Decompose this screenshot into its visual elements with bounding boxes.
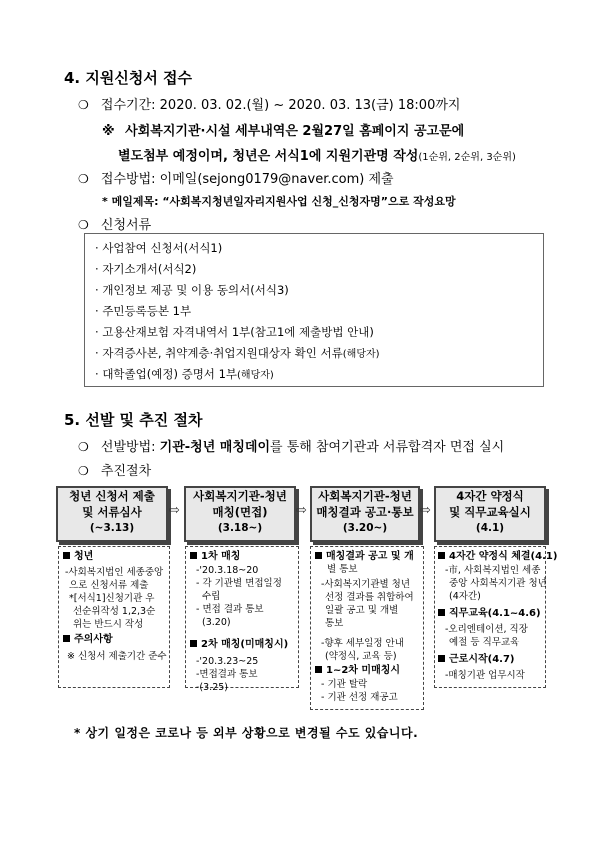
detail-line: (3.20) bbox=[202, 617, 231, 628]
arrow-right-icon: ⇨ bbox=[169, 503, 180, 518]
detail-line: (약정식, 교육 등) bbox=[325, 651, 397, 662]
detail-line: ※ 신청서 제출기간 준수 bbox=[67, 651, 167, 662]
document-item: · 개인정보 제공 및 이용 동의서(서식3) bbox=[95, 283, 289, 297]
process-row bbox=[78, 460, 151, 479]
detail-line: - 면접 결과 통보 bbox=[196, 604, 264, 615]
black-square-icon bbox=[63, 552, 70, 559]
mail-subject-note: * 메일제목: “사회복지청년일자리지원사업 신청_신청자명”으로 작성요망 bbox=[102, 195, 456, 208]
arrow-right-icon: ⇨ bbox=[420, 503, 431, 518]
detail-line: 수립 bbox=[202, 591, 221, 602]
section4-title: 4. 지원신청서 접수 bbox=[64, 69, 193, 87]
arrow-right-icon: ⇨ bbox=[296, 503, 307, 518]
selection-row bbox=[78, 436, 504, 455]
black-square-icon bbox=[438, 655, 445, 662]
detail-line: -'20.3.18~20 bbox=[196, 565, 259, 576]
hollow-circle-icon: ❍ bbox=[78, 172, 89, 186]
notice-text2: 별도첨부 예정이며, 청년은 서식1에 지원기관명 작성 bbox=[118, 149, 419, 164]
method-label: 접수방법: 이메일(sejong0179@naver.com) 제출 bbox=[100, 172, 394, 187]
detail-line: 일괄 공고 및 개별 bbox=[325, 605, 399, 616]
docs-label: 신청서류 bbox=[100, 218, 152, 233]
footnote: * 상기 일정은 코로나 등 외부 상황으로 변경될 수도 있습니다. bbox=[74, 726, 419, 740]
detail-line: - 기관 탈락 bbox=[321, 679, 368, 690]
detail-heading: 4자간 약정식 체결(4.1) bbox=[438, 550, 557, 563]
detail-line: 으로 신청서류 제출 bbox=[69, 580, 149, 591]
method-row bbox=[78, 168, 394, 187]
detail-line: - 기관 선정 재공고 bbox=[321, 692, 398, 703]
detail-line: -오리엔테이션, 직장 bbox=[445, 624, 528, 635]
stage-box-4: 4자간 약정식 및 직무교육실시 (4.1) bbox=[434, 486, 546, 542]
detail-heading: 청년 bbox=[63, 550, 93, 563]
detail-box-3 bbox=[310, 546, 424, 710]
notice-line1 bbox=[102, 120, 464, 139]
detail-line: -면접결과 통보 bbox=[196, 669, 258, 680]
document-item: · 자격증사본, 취약계층·취업지원대상자 확인 서류(해당자) bbox=[95, 346, 380, 360]
detail-line: -'20.3.23~25 bbox=[196, 656, 259, 667]
stage-box-2: 사회복지기관-청년 매칭(면접) (3.18~) bbox=[184, 486, 296, 542]
detail-line: 위는 반드시 작성 bbox=[73, 619, 144, 630]
detail-line: -매칭기관 업무시작 bbox=[445, 670, 525, 681]
black-square-icon bbox=[63, 635, 70, 642]
detail-heading: 2차 매칭(미매칭시) bbox=[190, 638, 288, 651]
hollow-circle-icon: ❍ bbox=[78, 98, 89, 112]
detail-heading: 주의사항 bbox=[63, 633, 113, 646]
detail-line: (4자간) bbox=[449, 591, 481, 602]
hollow-circle-icon: ❍ bbox=[78, 440, 89, 454]
detail-line: -향후 세부일정 안내 bbox=[321, 638, 404, 649]
black-square-icon bbox=[315, 552, 322, 559]
process-label: 추진절차 bbox=[100, 464, 152, 479]
documents-box bbox=[84, 233, 544, 387]
black-square-icon bbox=[190, 552, 197, 559]
document-item: · 대학졸업(예정) 증명서 1부(해당자) bbox=[95, 367, 274, 381]
notice-text1: 사회복지기관·시설 세부내역은 2월27일 홈페이지 공고문에 bbox=[125, 124, 465, 139]
notice-line2 bbox=[118, 145, 516, 164]
detail-box-1 bbox=[58, 546, 170, 688]
document-item: · 주민등록등본 1부 bbox=[95, 304, 192, 318]
stage-box-3: 사회복지기관-청년 매칭결과 공고·통보 (3.20~) bbox=[310, 486, 420, 542]
detail-line: -市, 사회복지법인 세종 bbox=[445, 565, 541, 576]
black-square-icon bbox=[438, 609, 445, 616]
detail-line: 선정 결과를 취합하여 bbox=[325, 592, 414, 603]
detail-line: 선순위작성 1,2,3순 bbox=[73, 606, 156, 617]
detail-heading: 근로시작(4.7) bbox=[438, 653, 515, 666]
selection-suffix: 를 통해 참여기관과 서류합격자 면접 실시 bbox=[270, 440, 505, 455]
black-square-icon bbox=[438, 552, 445, 559]
detail-heading: 직무교육(4.1~4.6) bbox=[438, 607, 541, 620]
detail-line: -사회복지기관별 청년 bbox=[321, 579, 411, 590]
detail-box-2 bbox=[185, 546, 299, 693]
hollow-circle-icon: ❍ bbox=[78, 218, 89, 232]
docs-row bbox=[78, 214, 151, 233]
detail-heading: 1차 매칭 bbox=[190, 550, 240, 563]
detail-line: 중앙 사회복지기관 청년 bbox=[449, 578, 547, 589]
detail-box-4 bbox=[434, 546, 558, 688]
detail-line: 통보 bbox=[325, 618, 344, 629]
document-item: · 고용산재보험 자격내역서 1부(참고1에 제출방법 안내) bbox=[95, 325, 374, 339]
detail-line: 별 통보 bbox=[327, 564, 358, 575]
detail-heading: 매칭결과 공고 및 개 bbox=[315, 550, 414, 563]
detail-line: 예절 등 직무교육 bbox=[449, 637, 520, 648]
period-label: 접수기간: 2020. 03. 02.(월) ~ 2020. 03. 13(금) 18:00까지 bbox=[100, 98, 461, 113]
selection-bold: 기관-청년 매칭데이 bbox=[159, 440, 271, 455]
detail-line: *[서식1]신청기관 우 bbox=[69, 593, 155, 604]
document-item: · 자기소개서(서식2) bbox=[95, 262, 197, 276]
notice-mark: ※ bbox=[102, 124, 115, 139]
period-row bbox=[78, 94, 460, 113]
black-square-icon bbox=[315, 666, 322, 673]
stage-box-1: 청년 신청서 제출 및 서류심사 (~3.13) bbox=[56, 486, 168, 542]
black-square-icon bbox=[190, 640, 197, 647]
detail-line: -사회복지법인 세종중앙 bbox=[65, 567, 164, 578]
hollow-circle-icon: ❍ bbox=[78, 464, 89, 478]
section5-title: 5. 선발 및 추진 절차 bbox=[64, 411, 203, 429]
detail-line: - 각 기관별 면접일정 bbox=[196, 578, 282, 589]
detail-heading: 1~2차 미매칭시 bbox=[315, 664, 400, 677]
document-item: · 사업참여 신청서(서식1) bbox=[95, 241, 223, 255]
notice-rank-note: (1순위, 2순위, 3순위) bbox=[418, 152, 516, 163]
selection-prefix: 선발방법: bbox=[100, 440, 160, 455]
detail-line: -(3.25) bbox=[196, 682, 228, 693]
